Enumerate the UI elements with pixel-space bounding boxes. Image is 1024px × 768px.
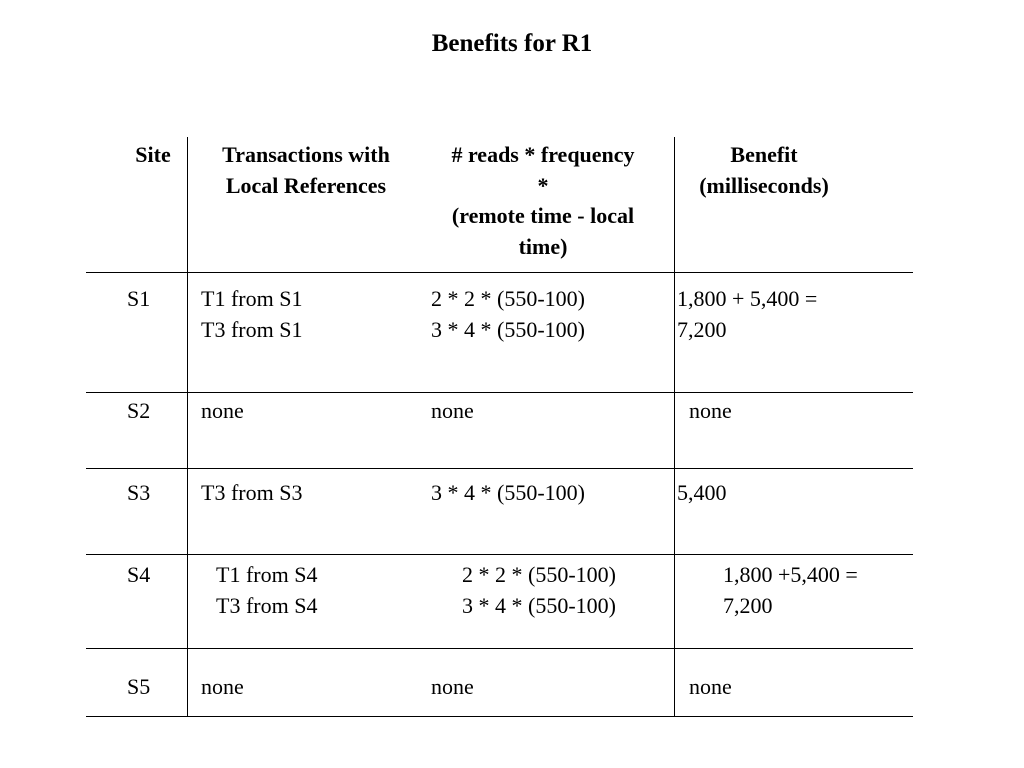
site-cell: S4 <box>127 562 151 587</box>
table-bottom-border <box>86 716 913 717</box>
benefit-cell: none <box>689 398 732 423</box>
formula-cell: none <box>431 674 474 699</box>
site-cell: S5 <box>127 674 151 699</box>
row-divider-s4 <box>86 648 913 649</box>
header-transactions: Transactions with Local References <box>222 142 390 198</box>
slide-title: Benefits for R1 <box>431 30 593 57</box>
formula-cell: 3 * 4 * (550-100) <box>431 480 585 505</box>
header-benefit: Benefit (milliseconds) <box>699 142 829 198</box>
formula-cell: none <box>431 398 474 423</box>
header-site: Site <box>135 142 171 167</box>
benefit-cell: 1,800 + 5,400 = 7,200 <box>677 286 818 342</box>
row-divider-s2 <box>86 468 913 469</box>
header-formula: # reads * frequency * (remote time - local time) <box>451 142 635 259</box>
transactions-cell: T1 from S4 T3 from S4 <box>216 562 318 618</box>
site-cell: S1 <box>127 286 151 311</box>
formula-cell: 2 * 2 * (550-100) 3 * 4 * (550-100) <box>462 562 616 618</box>
transactions-cell: T3 from S3 <box>201 480 303 505</box>
transactions-cell: none <box>201 674 244 699</box>
row-divider-s1 <box>86 392 913 393</box>
header-divider <box>86 272 913 273</box>
transactions-cell: none <box>201 398 244 423</box>
site-cell: S2 <box>127 398 151 423</box>
benefit-cell: 1,800 +5,400 = 7,200 <box>723 562 858 618</box>
transactions-cell: T1 from S1 T3 from S1 <box>201 286 303 342</box>
formula-cell: 2 * 2 * (550-100) 3 * 4 * (550-100) <box>431 286 585 342</box>
site-cell: S3 <box>127 480 151 505</box>
column-divider-site <box>187 137 188 717</box>
benefit-cell: none <box>689 674 732 699</box>
row-divider-s3 <box>86 554 913 555</box>
benefit-cell: 5,400 <box>677 480 727 505</box>
column-divider-benefit <box>674 137 675 717</box>
